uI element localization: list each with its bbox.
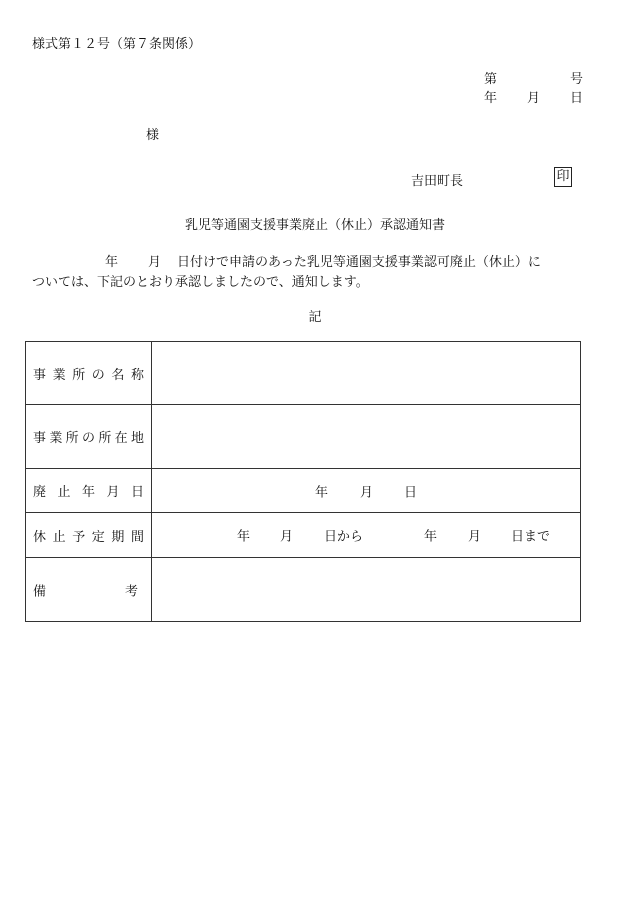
facility-name-label: 事業所の名称	[26, 342, 152, 405]
body-line-2: ついては、下記のとおり承認しましたので、通知します。	[32, 275, 369, 290]
abolition-day: 日	[404, 485, 418, 500]
form-number: 様式第１２号（第７条関係）	[32, 37, 202, 52]
abolition-date-field	[152, 469, 581, 513]
issue-date-month: 月	[527, 91, 541, 106]
body-month: 月	[148, 255, 162, 270]
suspension-period-label: 休止予定期間	[26, 513, 152, 558]
sender-name: 吉田町長	[411, 174, 464, 189]
seal-stamp-box: 印	[554, 167, 572, 187]
table-row	[26, 405, 581, 469]
table-row	[26, 513, 581, 558]
suspension-start-month: 月	[280, 529, 294, 545]
remarks-field	[152, 558, 581, 622]
details-table	[25, 341, 581, 622]
table-row	[26, 342, 581, 405]
remarks-label-2: 考	[124, 584, 144, 599]
issue-date-year: 年	[484, 91, 498, 106]
body-year: 年	[105, 255, 119, 270]
ki-heading: 記	[308, 310, 322, 325]
remarks-label	[26, 558, 152, 622]
table-row	[26, 469, 581, 513]
table-row	[26, 558, 581, 622]
suspension-end-year: 年	[424, 529, 438, 545]
suspension-start-year: 年	[237, 529, 251, 545]
doc-number-suffix: 号	[570, 72, 584, 87]
document-title: 乳児等通園支援事業廃止（休止）承認通知書	[184, 218, 445, 233]
facility-address-field	[152, 405, 581, 469]
suspension-end-month: 月	[468, 529, 482, 545]
doc-number-prefix: 第	[484, 72, 498, 87]
issue-date-day: 日	[570, 91, 584, 106]
body-rest: 日付けで申請のあった乳児等通園支援事業認可廃止（休止）に	[177, 255, 541, 270]
remarks-label-1: 備	[33, 584, 53, 599]
abolition-month: 月	[360, 485, 374, 500]
addressee-honorific: 様	[146, 128, 160, 143]
suspension-end-day: 日まで	[511, 529, 551, 545]
abolition-year: 年	[315, 485, 329, 500]
facility-name-field	[152, 342, 581, 405]
facility-address-label: 事業所の所在地	[26, 405, 152, 469]
suspension-start-day: 日から	[324, 529, 364, 545]
suspension-period-field	[152, 513, 581, 558]
abolition-date-label: 廃止年月日	[26, 469, 152, 513]
